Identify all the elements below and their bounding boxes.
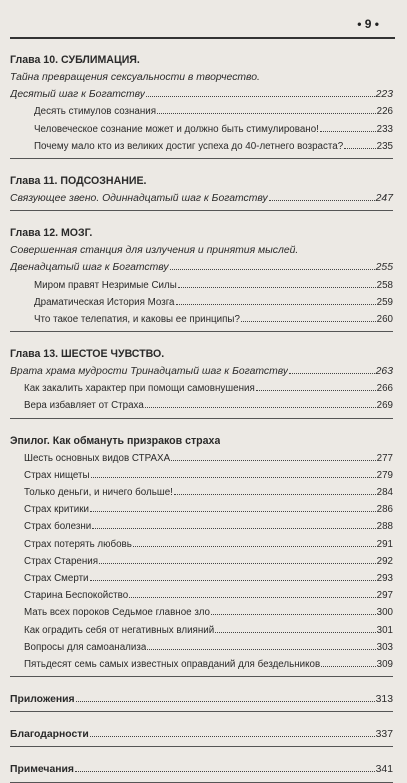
toc-entry[interactable]: Десятый шаг к Богатству 223: [10, 89, 393, 101]
toc-entry[interactable]: Страх нищеты 279: [24, 469, 393, 481]
toc-entry[interactable]: Страх болезни 288: [24, 521, 393, 533]
chapter-10-subtitle: Тайна превращения сексуальности в творчество.: [10, 72, 260, 83]
toc-entry[interactable]: Миром правят Незримые Силы 258: [34, 279, 393, 291]
section-divider: [10, 782, 393, 783]
toc-entry[interactable]: Почему мало кто из великих достиг успеха до 40-летнего возраста? 235: [34, 140, 393, 152]
toc-entry[interactable]: Старина Беспокойство 297: [24, 590, 393, 602]
epilogue-title[interactable]: Эпилог. Как обмануть призраков страха: [10, 434, 221, 447]
toc-entry[interactable]: Двенадцатый шаг к Богатству 255: [10, 262, 393, 274]
chapter-11-title[interactable]: Глава 11. ПОДСОЗНАНИЕ.: [10, 174, 147, 187]
chapter-12-subtitle: Совершенная станция для излучения и принятия мыслей.: [10, 245, 299, 257]
toc-entry[interactable]: Шесть основных видов СТРАХА 277: [24, 452, 393, 464]
toc-entry[interactable]: Как закалить характер при помощи самовнушения 266: [24, 383, 393, 395]
toc-entry-appendix[interactable]: Приложения 313: [10, 694, 393, 706]
toc-entry[interactable]: Страх Смерти 293: [24, 572, 393, 584]
toc-entry[interactable]: Вопросы для самоанализа 303: [24, 641, 393, 653]
chapter-10-title[interactable]: Глава 10. СУБЛИМАЦИЯ.: [10, 54, 140, 66]
page-number: • 9 •: [357, 17, 379, 31]
toc-entry[interactable]: Связующее звено. Одиннадцатый шаг к Богатству 247: [10, 192, 393, 204]
toc-entry[interactable]: Драматическая История Мозга 259: [34, 296, 393, 308]
toc-entry-notes[interactable]: Примечания 341: [10, 764, 393, 776]
header-rule: [10, 37, 395, 39]
toc-entry[interactable]: Мать всех пороков Седьмое главное зло 300: [24, 607, 393, 619]
toc-entry[interactable]: Вера избавляет от Страха 269: [24, 400, 393, 412]
toc-entry[interactable]: Пятьдесят семь самых известных оправданий для бездельников 309: [24, 658, 393, 670]
toc-entry[interactable]: Страх Старения 292: [24, 555, 393, 567]
toc-entry[interactable]: Что такое телепатия, и каковы ее принципы? 260: [34, 313, 393, 325]
toc-entry[interactable]: Страх критики 286: [24, 504, 393, 516]
toc-entry[interactable]: Десять стимулов сознания 226: [34, 106, 393, 118]
toc-entry[interactable]: Как оградить себя от негативных влияний 301: [24, 624, 393, 636]
chapter-12-title[interactable]: Глава 12. МОЗГ.: [10, 227, 93, 240]
table-of-contents: [10, 52, 393, 783]
toc-entry[interactable]: Врата храма мудрости Тринадцатый шаг к Богатству 263: [10, 366, 393, 378]
toc-entry[interactable]: Только деньги, и ничего больше! 284: [24, 487, 393, 498]
toc-entry-acknowledgements[interactable]: Благодарности 337: [10, 729, 393, 741]
chapter-13-title[interactable]: Глава 13. ШЕСТОЕ ЧУВСТВО.: [10, 348, 165, 361]
toc-entry[interactable]: Человеческое сознание может и должно быть стимулировано! 233: [34, 123, 393, 135]
toc-entry[interactable]: Страх потерять любовь 291: [24, 538, 393, 550]
